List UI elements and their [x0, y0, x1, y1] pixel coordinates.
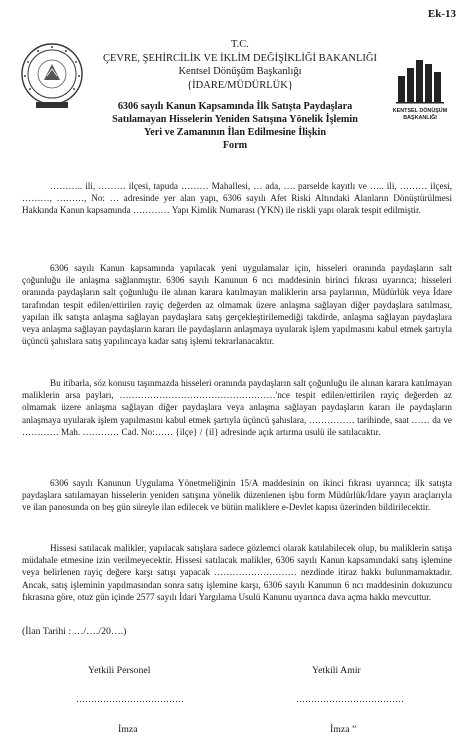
paragraph-3-text: Bu itibarla, söz konusu taşınmazda hisseleri oranında paydaşların salt çoğunluğu ile alınan karara katılmayan maliklerin arsa payları, ……………………………………………'nce tespit edilen/ettirilen rayiç değerden az olmamak üzere anlaşma sağlayan diğer paydaşlara veya anlaşma sağlayan paydaşların kararı ile paydaşların anlaşmaya uyularak işlem yapılmasını kabul etmek şartıyla üçüncü şahıslara, …………… tarihinde, saat …… da ve ………… Mah. ………… Cad. No:…… {ilçe} / {il} adresinde açık artırma usulü ile satılacaktır.	[22, 378, 452, 437]
paragraph-4-text: 6306 sayılı Kanunun Uygulama Yönetmeliğinin 15/A maddesinin on ikinci fıkrası uyarınca; ilk satışta paydaşlara satılamayan hisselerin yeniden satışına yönelik düzenlenen işbu form Müdürlük/İdare yayın araçlarıyla ve ilan panosunda on beş gün süreyle ilan edilecek ve bütün maliklere e-Devlet kapısı üzerinden bildirilecektir.	[22, 478, 452, 513]
form-title	[30, 100, 440, 152]
paragraph-5	[22, 542, 452, 603]
right-signature-label: İmza ”	[330, 724, 357, 735]
document-header	[80, 38, 400, 92]
left-signatory-title: Yetkili Personel	[88, 665, 151, 676]
title-line-2: Satılamayan Hisselerin Yeniden Satışına Yönelik İşlemin	[112, 114, 358, 125]
department-name: Kentsel Dönüşüm Başkanlığı	[178, 66, 302, 77]
right-signatory-title: Yetkili Amir	[312, 665, 361, 676]
title-line-4: Form	[222, 140, 248, 151]
tc-label: T.C.	[231, 39, 249, 50]
right-signature-line: ………………………………	[296, 694, 404, 704]
paragraph-1-text: ……….. ili, ……… ilçesi, tapuda ……… Mahallesi, … ada, …. parselde kayıtlı ve ….. ili, ……… ilçesi, ………, ………, No: … adresinde yer alan yapı, 6306 sayılı Afet Riski Altındaki Alanların Dönüştürülmesi Hakkında Kanun kapsamında ………… Yapı Kimlik Numarası (YKN) ile riskli yapı olarak tespit edilmiştir.	[22, 181, 452, 216]
left-signature-line: ………………………………	[76, 694, 184, 704]
paragraph-2-text: 6306 sayılı Kanun kapsamında yapılacak yeni uygulamalar için, hisseleri oranında paydaşların salt çoğunluğu ile anlaşma sağlanmıştır. 6306 sayılı Kanunun 6 ncı maddesinin birinci fıkrası uyarınca; hisseleri oranında paydaşların salt çoğunluğu ile alınan karara katılmayan maliklerin arsa paylarının, Müdürlük veya İdare tarafından tespit edilen/ettirilen rayiç değerden az olmamak üzere anlaşma sağlayan diğer paydaşlara satılması, yapılan ilk satışta anlaşma sağlayan paydaşlara satış gerçekleştirilemediği takdirde, anlaşma sağlayan paydaşlara veya anlaşma sağlayan paydaşların kararı ile paydaşların anlaşmaya uyularak işlem yapılmasını kabul etmek şartıyla üçüncü şahıslara satış yapılıncaya kadar satış işlemi tekrarlanacaktır.	[22, 263, 452, 347]
ek-label: Ek-13	[427, 8, 456, 20]
ministry-name: ÇEVRE, ŞEHİRCİLİK VE İKLİM DEĞİŞİKLİĞİ BAKANLIĞI	[103, 52, 377, 64]
paragraph-1	[22, 180, 452, 217]
title-line-3: Yeri ve Zamanının İlan Edilmesine İlişkin	[144, 127, 326, 138]
paragraph-2	[22, 262, 452, 347]
paragraph-3	[22, 377, 452, 438]
left-signature-label: İmza	[118, 724, 138, 735]
paragraph-4	[22, 477, 452, 514]
unit-name: {İDARE/MÜDÜRLÜK}	[187, 79, 293, 91]
title-line-1: 6306 sayılı Kanun Kapsamında İlk Satışta Paydaşlara	[117, 101, 353, 112]
paragraph-5-text: Hissesi satılacak malikler, yapılacak satışlara sadece gözlemci olarak katılabilecek olup, bu maliklerin satışa müdahale etmesine izin verilmeyecektir. Hissesi satılacak malikler, 6306 sayılı Kanun kapsamındaki satış işlemine veya belirlenen rayiç değere karşı satışı yapacak ……………………… nezdinde itiraz hakkı bulunmamaktadır. Ancak, satış işleminin yapılmasından sonra satış işlemine karşı, 6306 sayılı Kanunun 6 ncı maddesinin dokuzuncu fıkrasına göre, otuz gün içinde 2577 sayılı İdari Yargılama Usulü Kanunu uyarınca dava açma hakkı mevcuttur.	[22, 543, 452, 602]
logo-line1: KENTSEL DÖNÜŞÜM	[392, 108, 448, 114]
logo-line2: BAŞKANLIĞI	[403, 115, 437, 121]
ilan-tarihi: (İlan Tarihi : …/…./20….)	[22, 626, 127, 637]
